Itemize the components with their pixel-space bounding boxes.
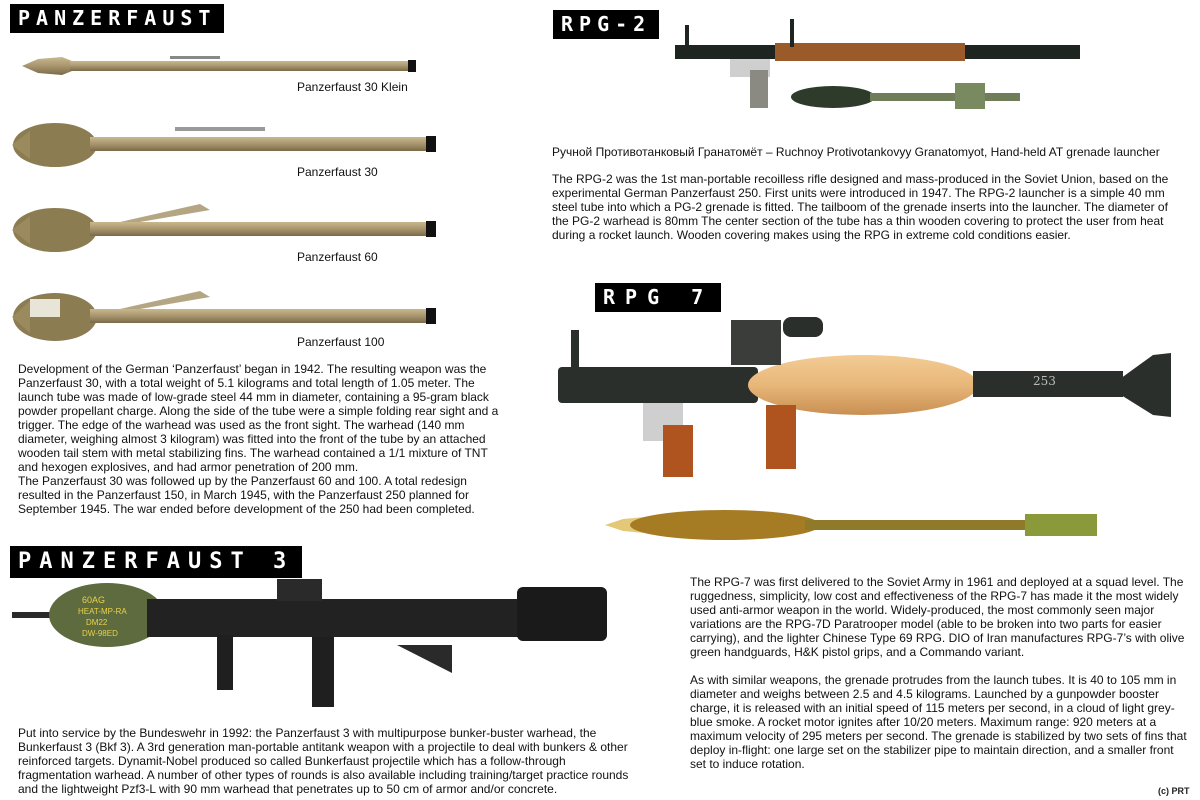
panzerfaust3-description: Put into service by the Bundeswehr in 1992: the Panzerfaust 3 with multipurpose bunker-buster warhead, the Bunkerfaust 3 (Bkf 3). A 3rd generation man-portable antitank weapon with a projectile to deal with bunkers & other reinforced targets. Dynamit-Nobel produced so called Bunkerfaust projectile which has a follow-through fragmentation warhead. A number of other types of rounds is also available including training/target practice rounds and the lightweight Pzf3-L with 90 mm warhead that penetrates up to 50 cm of armor and/or concrete. <box>18 726 629 796</box>
panzerfaust3-title: PANZERFAUST 3 <box>10 546 302 578</box>
panzerfaust-30-klein-caption: Panzerfaust 30 Klein <box>297 80 408 94</box>
panzerfaust-description <box>18 362 503 516</box>
panzerfaust-description-paragraph-2: The Panzerfaust 30 was followed up by the Panzerfaust 60 and 100. A total redesign resulted in the Panzerfaust 150, in March 1945, with the Panzerfaust 250 planned for September 1945. The war ended before development of the 250 had been completed. <box>18 474 475 516</box>
panzerfaust-30-caption: Panzerfaust 30 <box>297 165 378 179</box>
rpg7-image <box>553 295 1193 495</box>
pzf3-warhead-marking-1: 60AG <box>82 595 106 605</box>
rpg7-tube-marking: 253 <box>1033 374 1056 388</box>
pzf3-warhead-marking-4: DW-98ED <box>82 629 118 638</box>
rpg2-russian-name: Ручной Противотанковый Гранатомёт – Ruchnoy Protivotankovyy Granatomyot, Hand-held AT grenade launcher <box>552 145 1160 159</box>
panzerfaust-30-klein-image <box>20 52 420 82</box>
rpg7-description-paragraph-2: As with similar weapons, the grenade protrudes from the launch tubes. It is 40 to 105 mm in diameter and weighs between 2.5 and 4.5 kilograms. Launched by a gunpowder booster charge, it is released with an initial speed of 115 meters per second, in a cloud of light grey-blue smoke. A rocket motor ignites after 10/20 meters. Maximum range: 920 meters at a maximum velocity of 295 meters per second. The grenade is stabilized by two sets of fins that deploy in-flight: one large set on the stabilizer pipe to maintain direction, and a smaller front set to induce rotation. <box>690 673 1187 771</box>
panzerfaust-100-caption: Panzerfaust 100 <box>297 335 385 349</box>
pzf3-warhead-marking-2: HEAT-MP-RA <box>78 607 127 616</box>
rpg7-description <box>690 575 1190 771</box>
panzerfaust3-image <box>12 575 622 715</box>
panzerfaust-description-paragraph-1: Development of the German ‘Panzerfaust’ began in 1942. The resulting weapon was the Panzerfaust 30, with a total weight of 5.1 kilograms and total length of 1.05 meter. The launch tube was made of low-grade steel 44 mm in diameter, containing a 95-gram black powder propellant charge. Along the side of the tube were a simple folding rear sight and a trigger. The edge of the warhead was used as the front sight. The warhead (140 mm diameter, weighing almost 3 kilogram) was fitted into the front of the tube by an attached wooden tail stem with metal stabilizing fins. The warhead contained a 1/1 mixture of TNT and hexogen explosives, and had armor penetration of 200 mm. <box>18 362 499 474</box>
rpg7-title: RPG 7 <box>595 283 721 312</box>
rpg2-title: RPG-2 <box>553 10 659 39</box>
panzerfaust-60-caption: Panzerfaust 60 <box>297 250 378 264</box>
panzerfaust-title: PANZERFAUST <box>10 4 224 33</box>
rpg2-image <box>665 15 1085 120</box>
rpg7-grenade-image <box>605 505 1105 547</box>
rpg7-description-paragraph-1: The RPG-7 was first delivered to the Soviet Army in 1961 and deployed at a squad level. The ruggedness, simplicity, low cost and effectiveness of the RPG-7 has made it the most widely used anti-armor weapon in the world. Widely-produced, the most commonly seen major variations are the RPG-7D Paratrooper model (able to be broken into two parts for easier carrying), and the lighter Chinese Type 69 RPG. DIO of Iran manufactures RPG-7’s with olive green handguards, H&K pistol grips, and a Commando variant. <box>690 575 1185 659</box>
copyright-credit: (c) PRT <box>1158 786 1190 796</box>
pzf3-warhead-marking-3: DM22 <box>86 618 108 627</box>
rpg2-description: The RPG-2 was the 1st man-portable recoilless rifle designed and mass-produced in the Soviet Union, based on the experimental German Panzerfaust 250. First units were introduced in 1947. The RPG-2 launcher is a simple 40 mm steel tube into which a PG-2 grenade is fitted. The tailboom of the grenade inserts into the launcher. The diameter of the PG-2 warhead is 80mm The center section of the tube has a thin wooden covering to protect the user from heat during a rocket launch. Wooden covering makes using the RPG in extreme cold conditions easier. <box>552 172 1169 242</box>
